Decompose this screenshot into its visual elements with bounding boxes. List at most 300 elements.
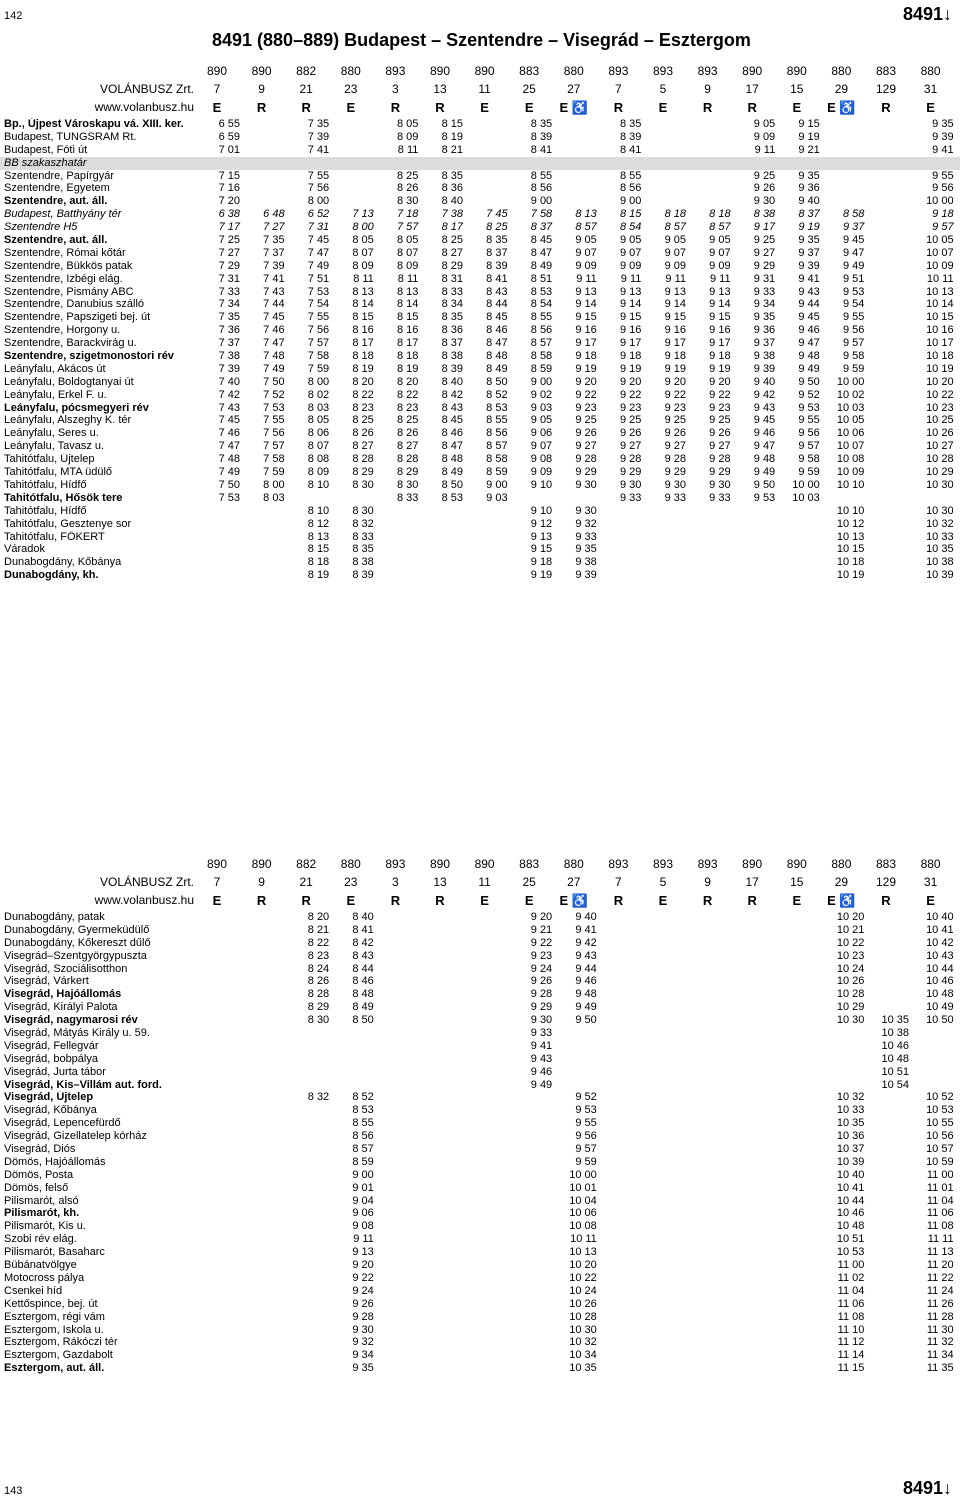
- departure-time: 8 37: [530, 221, 553, 234]
- departure-time: 11 01: [926, 1181, 954, 1194]
- table-row: [0, 1143, 960, 1156]
- stop-name: Tahitótfalu, MTA üdülő: [4, 466, 113, 479]
- departure-time: 7 27: [263, 221, 285, 234]
- header-day-codes-cell: R: [881, 893, 891, 908]
- departure-time: 8 41: [530, 143, 553, 156]
- departure-time: 9 39: [932, 130, 954, 143]
- stop-name: Visegrád, Lepencefürdő: [4, 1117, 121, 1130]
- page-number-bottom: 143: [4, 1485, 23, 1497]
- departure-time: 10 30: [569, 1323, 597, 1336]
- departure-time: 8 47: [441, 440, 463, 453]
- header-day-codes: [0, 893, 960, 911]
- route-number-bottom: 8491↓: [902, 1478, 952, 1498]
- header-line-numbers: [0, 857, 960, 875]
- header-run-numbers-cell: 25: [522, 82, 536, 96]
- departure-time: 10 59: [926, 1155, 954, 1168]
- stop-name: Visegrád, Királyi Palota: [4, 1001, 118, 1014]
- departure-time: 9 32: [575, 517, 597, 530]
- header-line-numbers-cell: 882: [296, 857, 317, 871]
- header-day-codes-cell: E: [346, 893, 356, 908]
- header-run-numbers-cell: 5: [659, 82, 667, 96]
- departure-time: 8 59: [530, 362, 553, 375]
- table-row: [0, 1001, 960, 1014]
- table-row: [0, 453, 960, 466]
- departure-time: 11 13: [926, 1246, 954, 1259]
- departure-time: 8 02: [307, 388, 330, 401]
- departure-time: 7 41: [307, 143, 330, 156]
- header-day-codes-cell: R: [613, 893, 624, 908]
- departure-time: 9 53: [842, 285, 865, 298]
- departure-time: 6 48: [263, 208, 285, 221]
- header-line-numbers-cell: 890: [742, 857, 763, 871]
- table-row: [0, 260, 960, 273]
- departure-time: 8 25: [396, 414, 419, 427]
- departure-time: 10 30: [836, 1014, 865, 1027]
- departure-time: 8 38: [753, 208, 776, 221]
- departure-time: 11 04: [926, 1194, 954, 1207]
- departure-time: 9 49: [842, 259, 865, 272]
- departure-time: 9 28: [664, 453, 686, 466]
- departure-time: 9 41: [530, 1039, 553, 1052]
- departure-time: 8 55: [486, 414, 508, 427]
- header-line-numbers-cell: 880: [340, 857, 361, 871]
- departure-time: 9 30: [619, 478, 642, 491]
- departure-time: 10 43: [926, 949, 954, 962]
- departure-time: 8 29: [352, 466, 374, 479]
- departure-time: 8 53: [352, 1104, 374, 1117]
- departure-time: 9 45: [753, 414, 776, 427]
- departure-time: 9 26: [619, 427, 642, 440]
- header-day-codes-cell: E: [480, 893, 489, 908]
- departure-time: 9 28: [619, 453, 642, 466]
- departure-time: 8 53: [486, 401, 508, 414]
- header-run-numbers-cell: 129: [875, 82, 897, 96]
- departure-time: 8 33: [441, 285, 463, 298]
- stop-name: Esztergom, Iskola u.: [4, 1323, 104, 1336]
- departure-time: 7 47: [307, 246, 330, 259]
- departure-time: 8 30: [396, 478, 419, 491]
- departure-time: 8 35: [352, 543, 374, 556]
- table-row: [0, 1336, 960, 1349]
- table-row: [0, 1027, 960, 1040]
- departure-time: 7 47: [263, 337, 285, 350]
- departure-time: 8 18: [396, 350, 419, 363]
- table-row: [0, 414, 960, 427]
- departure-time: 8 46: [441, 427, 463, 440]
- header-run-numbers-cell: 9: [258, 82, 265, 96]
- header-day-codes-cell: E: [792, 893, 802, 908]
- header-line-numbers-cell: 880: [831, 857, 852, 871]
- stop-name: Szentendre, Pismány ABC: [4, 285, 134, 298]
- departure-time: 11 35: [926, 1362, 954, 1375]
- departure-time: 9 19: [798, 221, 820, 234]
- departure-time: 9 29: [664, 466, 686, 479]
- departure-time: 9 15: [798, 118, 820, 130]
- header-day-codes-cell: E: [658, 893, 668, 908]
- departure-time: 10 33: [926, 530, 954, 543]
- departure-time: 9 09: [619, 259, 642, 272]
- departure-time: 9 30: [575, 478, 597, 491]
- departure-time: 8 00: [307, 375, 330, 388]
- departure-time: 9 24: [352, 1284, 374, 1297]
- departure-time: 10 26: [836, 975, 865, 988]
- header-day-codes-cell: R: [390, 100, 401, 115]
- table-row: [0, 1246, 960, 1259]
- departure-time: 9 38: [575, 556, 597, 569]
- departure-time: 9 20: [709, 375, 731, 388]
- departure-time: 9 03: [486, 491, 508, 504]
- departure-time: 9 34: [753, 298, 776, 311]
- departure-time: 9 45: [798, 311, 820, 324]
- departure-time: 8 15: [396, 311, 419, 324]
- table-row: [0, 157, 960, 170]
- departure-time: 8 53: [530, 285, 553, 298]
- table-row: [0, 363, 960, 376]
- table-row: [0, 144, 960, 157]
- departure-time: 10 05: [836, 414, 865, 427]
- departure-time: 8 34: [441, 298, 463, 311]
- departure-time: 8 37: [798, 208, 820, 221]
- departure-time: 7 48: [218, 453, 240, 466]
- departure-time: 9 00: [619, 195, 642, 208]
- departure-time: 7 25: [218, 234, 240, 247]
- departure-time: 8 21: [307, 923, 330, 936]
- stop-name: Tahitótfalu, Gesztenye sor: [4, 517, 132, 530]
- departure-time: 8 20: [396, 375, 419, 388]
- stop-name: Pilismarót, alsó: [4, 1194, 79, 1207]
- departure-time: 9 23: [709, 401, 731, 414]
- departure-time: 9 34: [352, 1349, 374, 1362]
- departure-time: 9 15: [530, 543, 553, 556]
- table-row: [0, 531, 960, 544]
- departure-time: 9 57: [842, 337, 865, 350]
- departure-time: 8 16: [396, 324, 419, 337]
- header-day-codes-cell: R: [435, 100, 445, 115]
- departure-time: 9 15: [709, 311, 731, 324]
- departure-time: 8 52: [486, 388, 508, 401]
- departure-time: 8 40: [441, 375, 463, 388]
- departure-time: 9 33: [575, 530, 597, 543]
- table-row: [0, 518, 960, 531]
- stop-name: Bübánatvölgye: [4, 1259, 77, 1272]
- departure-time: 10 05: [926, 234, 954, 247]
- departure-time: 10 13: [569, 1246, 597, 1259]
- departure-time: 9 15: [619, 311, 642, 324]
- page-title: 8491 (880–889) Budapest – Szentendre – Visegrád – Esztergom: [212, 30, 751, 50]
- table-row: [0, 376, 960, 389]
- top-timetable: [0, 64, 960, 582]
- departure-time: 9 19: [575, 362, 597, 375]
- table-row: [0, 286, 960, 299]
- departure-time: 8 38: [441, 350, 463, 363]
- departure-time: 9 07: [530, 440, 553, 453]
- departure-time: 9 28: [575, 453, 597, 466]
- departure-time: 8 58: [842, 208, 865, 221]
- departure-time: 9 17: [709, 337, 731, 350]
- header-run-numbers-cell: 11: [478, 875, 491, 889]
- table-row: [0, 1259, 960, 1272]
- departure-time: 7 37: [263, 246, 285, 259]
- departure-time: 10 54: [881, 1078, 909, 1091]
- departure-time: 9 09: [664, 259, 686, 272]
- departure-time: 8 28: [396, 453, 419, 466]
- departure-time: 11 32: [926, 1336, 954, 1349]
- table-row: [0, 1220, 960, 1233]
- departure-time: 8 43: [352, 949, 374, 962]
- departure-time: 9 05: [753, 118, 776, 130]
- header-line-numbers: [0, 64, 960, 82]
- table-row: [0, 427, 960, 440]
- departure-time: 8 57: [575, 221, 597, 234]
- departure-time: 10 48: [836, 1220, 865, 1233]
- departure-time: 8 18: [664, 208, 686, 221]
- departure-time: 10 25: [926, 414, 954, 427]
- header-line-numbers-cell: 880: [831, 64, 852, 78]
- departure-time: 8 56: [352, 1130, 374, 1143]
- departure-time: 8 24: [307, 962, 330, 975]
- departure-time: 10 35: [836, 1117, 865, 1130]
- departure-time: 8 10: [307, 504, 330, 517]
- header-run-numbers-cell: 23: [344, 875, 358, 889]
- table-row: [0, 1182, 960, 1195]
- departure-time: 10 06: [836, 427, 865, 440]
- departure-time: 9 15: [575, 311, 597, 324]
- departure-time: 8 57: [352, 1143, 374, 1156]
- header-run-numbers-label: VOLÁNBUSZ Zrt.: [99, 82, 194, 96]
- departure-time: 8 50: [486, 375, 508, 388]
- departure-time: 8 19: [441, 130, 463, 143]
- departure-time: 8 50: [441, 478, 463, 491]
- departure-time: 9 49: [530, 1078, 553, 1091]
- header-day-codes-cell: E: [658, 100, 668, 115]
- departure-time: 9 23: [664, 401, 686, 414]
- departure-time: 10 08: [569, 1220, 597, 1233]
- departure-time: 8 39: [530, 130, 553, 143]
- departure-time: 10 08: [836, 453, 865, 466]
- header-line-numbers-cell: 890: [429, 857, 451, 871]
- stop-name: Esztergom, régi vám: [4, 1310, 105, 1323]
- header-run-numbers-cell: 7: [213, 875, 221, 889]
- departure-time: 9 47: [798, 337, 820, 350]
- header-line-numbers-cell: 893: [385, 857, 406, 871]
- departure-time: 10 02: [836, 388, 865, 401]
- departure-time: 9 56: [932, 182, 954, 195]
- table-row: [0, 234, 960, 247]
- departure-time: 9 37: [753, 337, 776, 350]
- stop-name: Szentendre, Római kőtár: [4, 246, 126, 259]
- header-line-numbers-cell: 890: [474, 64, 495, 78]
- departure-time: 11 22: [926, 1271, 954, 1284]
- departure-time: 11 20: [926, 1259, 954, 1272]
- departure-time: 7 43: [263, 285, 285, 298]
- departure-time: 8 59: [352, 1155, 374, 1168]
- departure-time: 10 36: [836, 1130, 865, 1143]
- page-number-top: 142: [4, 10, 23, 22]
- departure-time: 9 35: [753, 311, 776, 324]
- departure-time: 8 56: [530, 324, 553, 337]
- departure-time: 7 20: [218, 195, 240, 208]
- departure-time: 8 39: [619, 130, 642, 143]
- table-row: [0, 924, 960, 937]
- departure-time: 9 18: [619, 350, 642, 363]
- departure-time: 8 56: [530, 182, 553, 195]
- departure-time: 7 50: [218, 478, 240, 491]
- departure-time: 10 40: [836, 1168, 865, 1181]
- stop-name: Budapest, Fóti út: [4, 143, 88, 156]
- stop-name: Tahitótfalu, Hídfő: [4, 504, 87, 517]
- departure-time: 9 18: [709, 350, 731, 363]
- header-run-numbers-cell: 29: [834, 875, 849, 889]
- header-line-numbers-cell: 890: [251, 64, 272, 78]
- departure-time: 9 23: [619, 401, 642, 414]
- departure-time: 8 31: [441, 272, 463, 285]
- departure-time: 9 36: [753, 324, 776, 337]
- departure-time: 9 17: [753, 221, 776, 234]
- departure-time: 9 25: [664, 414, 686, 427]
- departure-time: 9 17: [619, 337, 642, 350]
- departure-time: 10 46: [836, 1207, 865, 1220]
- departure-time: 7 31: [218, 272, 240, 285]
- departure-time: 9 12: [530, 517, 553, 530]
- departure-time: 9 29: [575, 466, 597, 479]
- departure-time: 9 16: [709, 324, 731, 337]
- table-row: [0, 1066, 960, 1079]
- route-number-top: 8491↓: [902, 4, 952, 24]
- departure-time: 8 06: [307, 427, 330, 440]
- departure-time: 9 10: [530, 504, 553, 517]
- departure-time: 8 17: [352, 337, 374, 350]
- stop-name: Kettőspince, bej. út: [4, 1297, 98, 1310]
- departure-time: 8 03: [307, 401, 330, 414]
- header-day-codes-cell: E ♿: [559, 100, 589, 115]
- header-day-codes-cell: E ♿: [827, 893, 856, 908]
- departure-time: 11 00: [837, 1259, 865, 1272]
- table-row: [0, 963, 960, 976]
- departure-time: 7 49: [218, 466, 240, 479]
- departure-time: 7 57: [263, 440, 285, 453]
- header-run-numbers-cell: 129: [875, 875, 897, 889]
- stop-name: Dunabogdány, Kőbánya: [4, 556, 122, 569]
- departure-time: 8 37: [441, 337, 463, 350]
- departure-time: 9 26: [530, 975, 553, 988]
- departure-time: 9 49: [753, 466, 776, 479]
- departure-time: 8 00: [307, 195, 330, 208]
- departure-time: 10 32: [836, 1091, 865, 1104]
- table-row: [0, 440, 960, 453]
- header-run-numbers-cell: 3: [392, 875, 399, 889]
- table-row: [0, 950, 960, 963]
- header-line-numbers-cell: 883: [519, 64, 540, 78]
- departure-time: 8 29: [396, 466, 419, 479]
- departure-time: 10 04: [569, 1194, 597, 1207]
- table-row: [0, 337, 960, 350]
- departure-time: 9 02: [530, 388, 553, 401]
- stop-name: Szentendre, szigetmonostori rév: [4, 350, 174, 363]
- stop-name: Tahitótfalu, Hídfő: [4, 478, 87, 491]
- departure-time: 8 18: [307, 556, 330, 569]
- departure-time: 10 35: [926, 543, 954, 556]
- table-row: [0, 195, 960, 208]
- departure-time: 10 28: [836, 988, 865, 1001]
- departure-time: 8 59: [486, 466, 508, 479]
- departure-time: 8 56: [486, 427, 508, 440]
- departure-time: 9 35: [798, 234, 820, 247]
- stop-name: Pilismarót, Kis u.: [4, 1220, 86, 1233]
- departure-time: 10 12: [836, 517, 865, 530]
- departure-time: 7 50: [263, 375, 285, 388]
- departure-time: 9 22: [664, 388, 686, 401]
- stop-name: Dömös, felső: [4, 1181, 69, 1194]
- departure-time: 10 09: [926, 259, 954, 272]
- stop-name: Dunabogdány, Kőkereszt dűlő: [4, 936, 151, 949]
- departure-time: 8 20: [307, 911, 330, 923]
- header-line-numbers-cell: 890: [742, 64, 763, 78]
- departure-time: 8 03: [263, 491, 285, 504]
- departure-time: 8 54: [530, 298, 553, 311]
- departure-time: 8 42: [352, 936, 374, 949]
- stop-name: Dömös, Posta: [4, 1168, 74, 1181]
- header-line-numbers-cell: 893: [608, 64, 629, 78]
- departure-time: 9 59: [798, 466, 820, 479]
- departure-time: 10 30: [926, 478, 954, 491]
- stop-name: Leányfalu, Erkel F. u.: [4, 388, 107, 401]
- header-line-numbers-cell: 890: [474, 857, 495, 871]
- departure-time: 8 13: [352, 285, 374, 298]
- departure-time: 9 09: [709, 259, 731, 272]
- stop-name: Leányfalu, Akácos út: [4, 362, 106, 375]
- departure-time: 10 22: [926, 388, 954, 401]
- header-line-numbers-cell: 880: [920, 64, 941, 78]
- departure-time: 10 18: [836, 556, 865, 569]
- table-row: [0, 1117, 960, 1130]
- header-run-numbers-cell: 9: [704, 82, 711, 96]
- departure-time: 8 37: [486, 246, 508, 259]
- header-day-codes-cell: R: [702, 893, 713, 908]
- departure-time: 7 29: [218, 259, 240, 272]
- departure-time: 8 48: [486, 350, 508, 363]
- header-day-codes-cell: E ♿: [827, 100, 856, 115]
- departure-time: 9 14: [619, 298, 642, 311]
- departure-time: 9 27: [664, 440, 686, 453]
- departure-time: 9 00: [352, 1168, 374, 1181]
- departure-time: 7 38: [441, 208, 463, 221]
- departure-time: 9 53: [753, 491, 776, 504]
- departure-time: 9 30: [753, 195, 776, 208]
- table-row: [0, 311, 960, 324]
- departure-time: 9 30: [575, 504, 597, 517]
- departure-time: 8 07: [396, 246, 419, 259]
- table-row: [0, 350, 960, 363]
- departure-time: 9 20: [619, 375, 642, 388]
- departure-time: 9 56: [842, 324, 865, 337]
- departure-time: 9 25: [619, 414, 642, 427]
- departure-time: 9 13: [352, 1246, 374, 1259]
- departure-time: 10 11: [570, 1233, 597, 1246]
- stop-name: Esztergom, Gazdabolt: [4, 1349, 113, 1362]
- departure-time: 9 39: [798, 259, 820, 272]
- departure-time: 10 19: [836, 569, 865, 582]
- departure-time: 9 46: [798, 324, 820, 337]
- departure-time: 7 16: [218, 182, 240, 195]
- table-row: [0, 1298, 960, 1311]
- departure-time: 10 52: [926, 1091, 954, 1104]
- stop-name: Visegrád, Szociálisotthon: [4, 962, 128, 975]
- header-day-codes-cell: E: [346, 100, 356, 115]
- departure-time: 10 00: [836, 375, 865, 388]
- departure-time: 9 15: [664, 311, 686, 324]
- departure-time: 9 47: [842, 246, 865, 259]
- departure-time: 8 26: [396, 182, 419, 195]
